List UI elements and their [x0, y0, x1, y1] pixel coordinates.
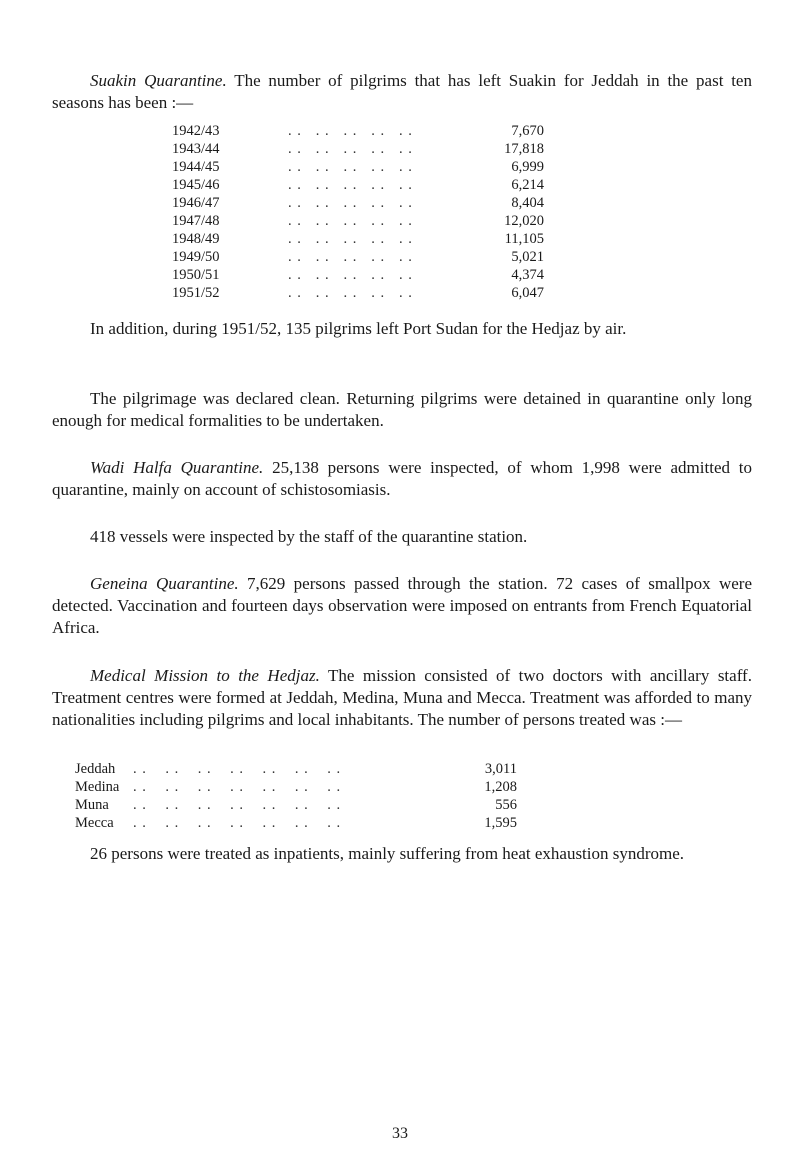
- pilgrimage-clean-note: The pilgrimage was declared clean. Returning pilgrims were detained in quarantine only long enough for medical formalities to be undertaken.: [52, 389, 752, 430]
- treated-count: 1,208: [484, 779, 517, 795]
- table-row: Muna . . . . . . . . . . . . . . 556: [75, 797, 517, 813]
- medical-mission-paragraph: [52, 665, 752, 731]
- vessels-inspected-note: 418 vessels were inspected by the staff of the quarantine station.: [90, 527, 528, 546]
- place-label: Medina: [75, 779, 120, 795]
- geneina-text: 7,629 persons passed through the station. 72 cases of smallpox were detected. Vaccination and fourteen days observation were imposed on entrants from French Equatorial Africa.: [52, 574, 753, 637]
- place-label: Jeddah: [75, 761, 116, 777]
- suakin-text: The number of pilgrims that has left Suakin for Jeddah in the past ten seasons has been :—: [52, 71, 752, 112]
- season-label: 1946/47: [172, 195, 220, 211]
- place-label: Mecca: [75, 815, 114, 831]
- pilgrim-count: 4,374: [511, 267, 544, 283]
- page-number: 33: [392, 1125, 408, 1142]
- pilgrim-count: 6,047: [511, 285, 544, 301]
- table-row: 1944/45 . . . . . . . . . . 6,999: [172, 159, 544, 175]
- table-row: 1942/43 . . . . . . . . . . 7,670: [172, 123, 544, 139]
- pilgrim-count: 8,404: [511, 195, 544, 211]
- treated-count: 1,595: [484, 815, 517, 831]
- treated-count: 3,011: [484, 761, 517, 777]
- season-label: 1950/51: [172, 267, 220, 283]
- suakin-paragraph: [52, 70, 752, 114]
- pilgrim-count: 17,818: [504, 141, 544, 157]
- table-row: 1947/48 . . . . . . . . . . 12,020: [172, 213, 544, 229]
- season-label: 1948/49: [172, 231, 220, 247]
- geneina-paragraph: [52, 573, 752, 639]
- table-row: Jeddah . . . . . . . . . . . . . . 3,011: [75, 761, 517, 777]
- table-row: 1949/50 . . . . . . . . . . 5,021: [172, 249, 544, 265]
- table-row: 1943/44 . . . . . . . . . . 17,818: [172, 141, 544, 157]
- medical-mission-heading: Medical Mission to the Hedjaz.: [90, 666, 320, 685]
- inpatients-note: 26 persons were treated as inpatients, mainly suffering from heat exhaustion syndrome.: [90, 844, 685, 863]
- wadi-halfa-text: 25,138 persons were inspected, of whom 1,998 were admitted to quarantine, mainly on account of schistosomiasis.: [52, 458, 752, 499]
- table-row: Medina . . . . . . . . . . . . . . 1,208: [75, 779, 517, 795]
- table-row: Mecca . . . . . . . . . . . . . . 1,595: [75, 815, 517, 831]
- suakin-pilgrims-table: [172, 122, 544, 302]
- table-row: 1945/46 . . . . . . . . . . 6,214: [172, 177, 544, 193]
- wadi-halfa-paragraph: [52, 457, 752, 501]
- pilgrim-count: 7,670: [511, 123, 544, 139]
- table-row: 1948/49 . . . . . . . . . . 11,105: [172, 231, 544, 247]
- season-label: 1944/45: [172, 159, 220, 175]
- season-label: 1951/52: [172, 285, 220, 301]
- treated-count: 556: [495, 797, 517, 813]
- air-travel-note: In addition, during 1951/52, 135 pilgrims left Port Sudan for the Hedjaz by air.: [90, 319, 627, 338]
- pilgrim-count: 11,105: [504, 231, 544, 247]
- pilgrim-count: 6,214: [511, 177, 544, 193]
- treatment-centres-table: [75, 760, 517, 832]
- pilgrim-count: 5,021: [511, 249, 544, 265]
- suakin-heading: Suakin Quarantine.: [90, 71, 227, 90]
- season-label: 1949/50: [172, 249, 220, 265]
- season-label: 1947/48: [172, 213, 220, 229]
- wadi-halfa-heading: Wadi Halfa Quarantine.: [90, 458, 264, 477]
- season-label: 1943/44: [172, 141, 220, 157]
- table-row: 1951/52 . . . . . . . . . . 6,047: [172, 285, 544, 301]
- table-row: 1950/51 . . . . . . . . . . 4,374: [172, 267, 544, 283]
- table-row: 1946/47 . . . . . . . . . . 8,404: [172, 195, 544, 211]
- pilgrim-count: 6,999: [511, 159, 544, 175]
- pilgrim-count: 12,020: [504, 213, 544, 229]
- season-label: 1942/43: [172, 123, 220, 139]
- geneina-heading: Geneina Quarantine.: [90, 574, 239, 593]
- medical-mission-text: The mission consisted of two doctors with ancillary staff. Treatment centres were formed at Jeddah, Medina, Muna and Mecca. Treatment was afforded to many nationalities including pilgrims and local inhabitants. The number of persons treated was :—: [52, 666, 752, 729]
- place-label: Muna: [75, 797, 109, 813]
- season-label: 1945/46: [172, 177, 220, 193]
